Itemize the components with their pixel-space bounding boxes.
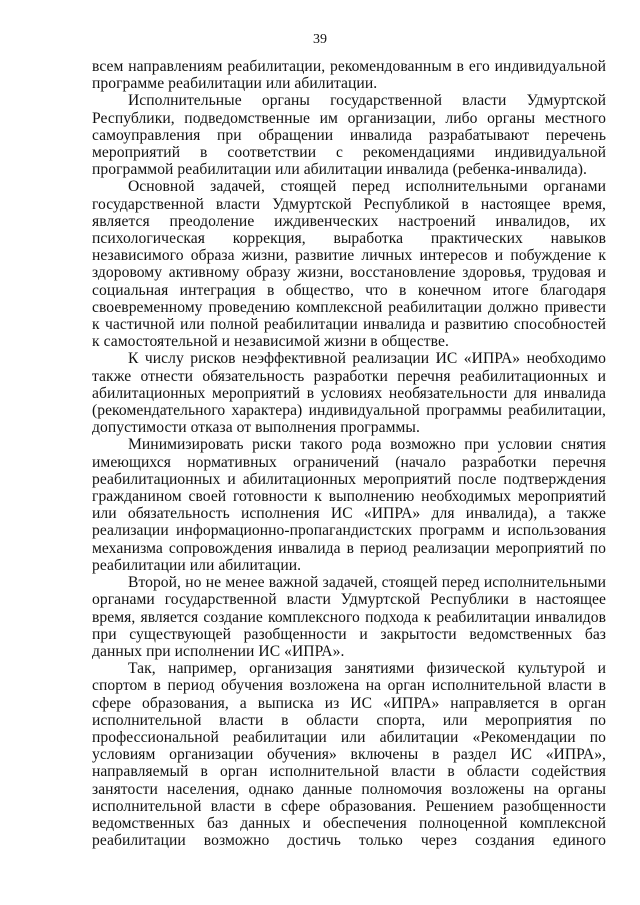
paragraph-second-task: Второй, но не менее важной задачей, стоящей перед исполнительными органами государственной власти Удмуртской Республики в настоящее время, является создание комплексного подхода к реабилитации инвалидов при существующей разобщенности и закрытости ведомственных баз данных при исполнении ИС «ИПРА». — [92, 574, 606, 660]
paragraph-continuation: всем направлениям реабилитации, рекомендованным в его индивидуальной программе реабилитации или абилитации. — [92, 58, 606, 93]
document-body — [92, 58, 606, 849]
paragraph-main-task: Основной задачей, стоящей перед исполнительными органами государственной власти Удмуртской Республикой в настоящее время, является преодоление иждивенческих настроений инвалидов, их психологическая коррекция, выработка практических навыков независимого образа жизни, развитие личных интересов и побуждение к здоровому активному образу жизни, восстановление здоровья, трудовая и социальная интеграция в общество, что в конечном итоге благодаря своевременному проведению комплексной реабилитации должно привести к частичной или полной реабилитации инвалида и развитию способностей к самостоятельной и независимой жизни в обществе. — [92, 178, 606, 351]
paragraph-risks: К числу рисков неэффективной реализации ИС «ИПРА» необходимо также отнести обязательность разработки перечня реабилитационных и абилитационных мероприятий в условиях необязательности для инвалида (рекомендательного характера) индивидуальной программы реабилитации, допустимости отказа от выполнения программы. — [92, 350, 606, 437]
paragraph-minimize-risks: Минимизировать риски такого рода возможно при условии снятия имеющихся нормативных ограничений (начало разработки перечня реабилитационных и абилитационных мероприятий после подтверждения гражданином своей готовности к выполнению необходимых мероприятий или обязательность исполнения ИС «ИПРА» для инвалида), а также реализации информационно-пропагандистских программ и использования механизма сопровождения инвалида в период реализации мероприятий по реабилитации или абилитации. — [92, 436, 606, 574]
page-number: 39 — [313, 32, 327, 47]
paragraph-example: Так, например, организация занятиями физической культурой и спортом в период обучения возложена на орган исполнительной власти в сфере образования, а выписка из ИС «ИПРА» направляется в орган исполнительной власти в области спорта, или мероприятия по профессиональной реабилитации или абилитации «Рекомендации по условиям организации обучения» включены в раздел ИС «ИПРА», направляемый в орган исполнительной власти в области содействия занятости населения, однако данные полномочия возложены на органы исполнительной власти в сфере образования. Решением разобщенности ведомственных баз данных и обеспечения полноценной комплексной реабилитации возможно достичь только через создания единого — [92, 660, 606, 850]
paragraph-executive-bodies: Исполнительные органы государственной власти Удмуртской Республики, подведомственные им организации, либо органы местного самоуправления при обращении инвалида разрабатывают перечень мероприятий в соответствии с рекомендациями индивидуальной программой реабилитации или абилитации инвалида (ребенка-инвалида). — [92, 92, 606, 179]
